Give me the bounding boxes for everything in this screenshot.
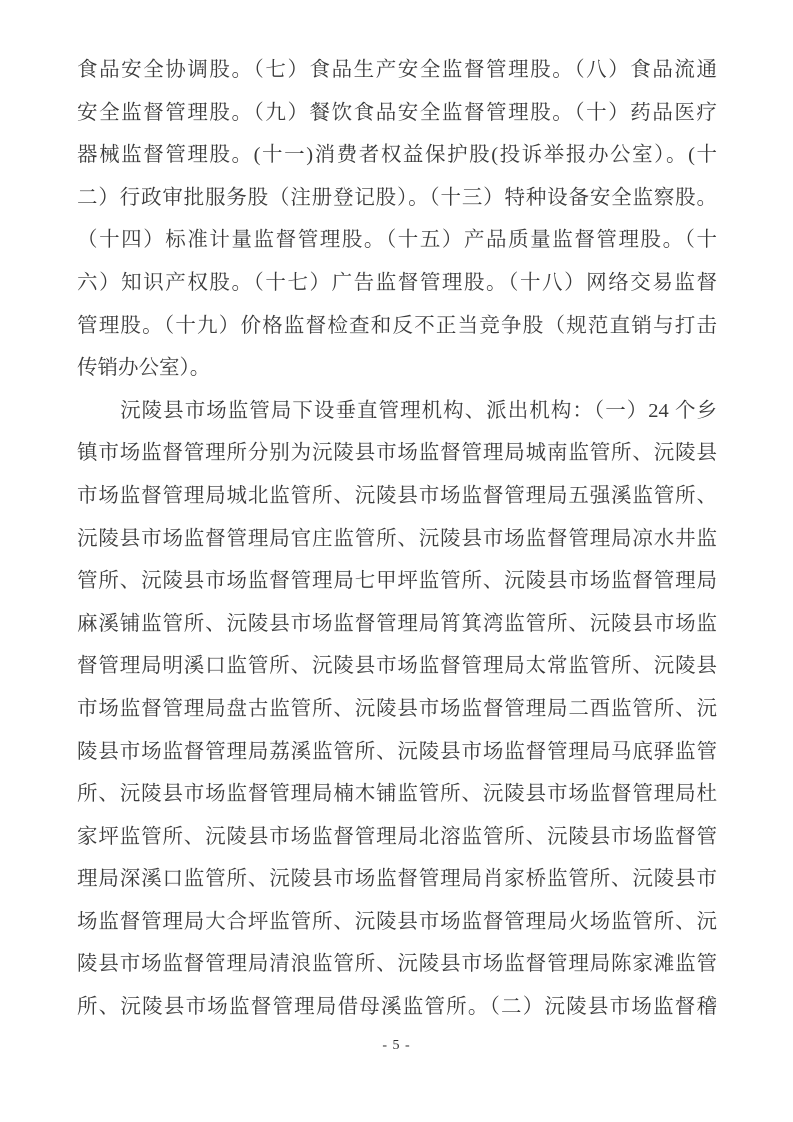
text-line: 市场监督管理局城北监管所、沅陵县市场监督管理局五强溪监管所、 (77, 484, 717, 507)
text-line: 管理股。（十九）价格监督检查和反不正当竞争股（规范直销与打击 (77, 314, 717, 337)
text-line: 所、沅陵县市场监督管理局借母溪监管所。（二）沅陵县市场监督稽 (77, 996, 717, 1019)
text-line: 陵县市场监督管理局荔溪监管所、沅陵县市场监督管理局马底驿监管 (77, 740, 717, 763)
document-body (77, 49, 717, 1029)
text-line: 督管理局明溪口监管所、沅陵县市场监督管理局太常监管所、沅陵县 (77, 655, 717, 678)
text-line: 场监督管理局大合坪监管所、沅陵县市场监督管理局火场监管所、沅 (77, 910, 717, 933)
text-line: 市场监督管理局盘古监管所、沅陵县市场监督管理局二酉监管所、沅 (77, 697, 717, 720)
text-line: 沅陵县市场监督管理局官庄监管所、沅陵县市场监督管理局凉水井监 (77, 527, 717, 550)
text-line: 理局深溪口监管所、沅陵县市场监督管理局肖家桥监管所、沅陵县市 (77, 868, 717, 891)
text-line: 二）行政审批服务股（注册登记股）。（十三）特种设备安全监察股。 (77, 186, 717, 209)
text-line: 镇市场监督管理所分别为沅陵县市场监督管理局城南监管所、沅陵县 (77, 442, 717, 465)
text-line: （十四）标准计量监督管理股。（十五）产品质量监督管理股。（十 (77, 229, 717, 252)
text-line: 安全监督管理股。（九）餐饮食品安全监督管理股。（十）药品医疗 (77, 101, 717, 124)
text-line: 沅陵县市场监管局下设垂直管理机构、派出机构：（一）24 个乡 (77, 399, 717, 422)
text-line: 家坪监管所、沅陵县市场监督管理局北溶监管所、沅陵县市场监督管 (77, 825, 717, 848)
page-number: - 5 - (382, 1038, 411, 1053)
text-line: 管所、沅陵县市场监督管理局七甲坪监管所、沅陵县市场监督管理局 (77, 570, 717, 593)
text-line: 所、沅陵县市场监督管理局楠木铺监管所、沅陵县市场监督管理局杜 (77, 783, 717, 806)
text-line: 食品安全协调股。（七）食品生产安全监督管理股。（八）食品流通 (77, 59, 717, 81)
text-line: 麻溪铺监管所、沅陵县市场监督管理局筲箕湾监管所、沅陵县市场监 (77, 612, 717, 635)
text-line: 六）知识产权股。（十七）广告监督管理股。（十八）网络交易监督 (77, 271, 717, 294)
text-line: 陵县市场监督管理局清浪监管所、沅陵县市场监督管理局陈家滩监管 (77, 953, 717, 976)
text-line: 传销办公室）。 (77, 357, 211, 380)
text-line: 器械监督管理股。(十一)消费者权益保护股(投诉举报办公室）。(十 (77, 144, 717, 167)
